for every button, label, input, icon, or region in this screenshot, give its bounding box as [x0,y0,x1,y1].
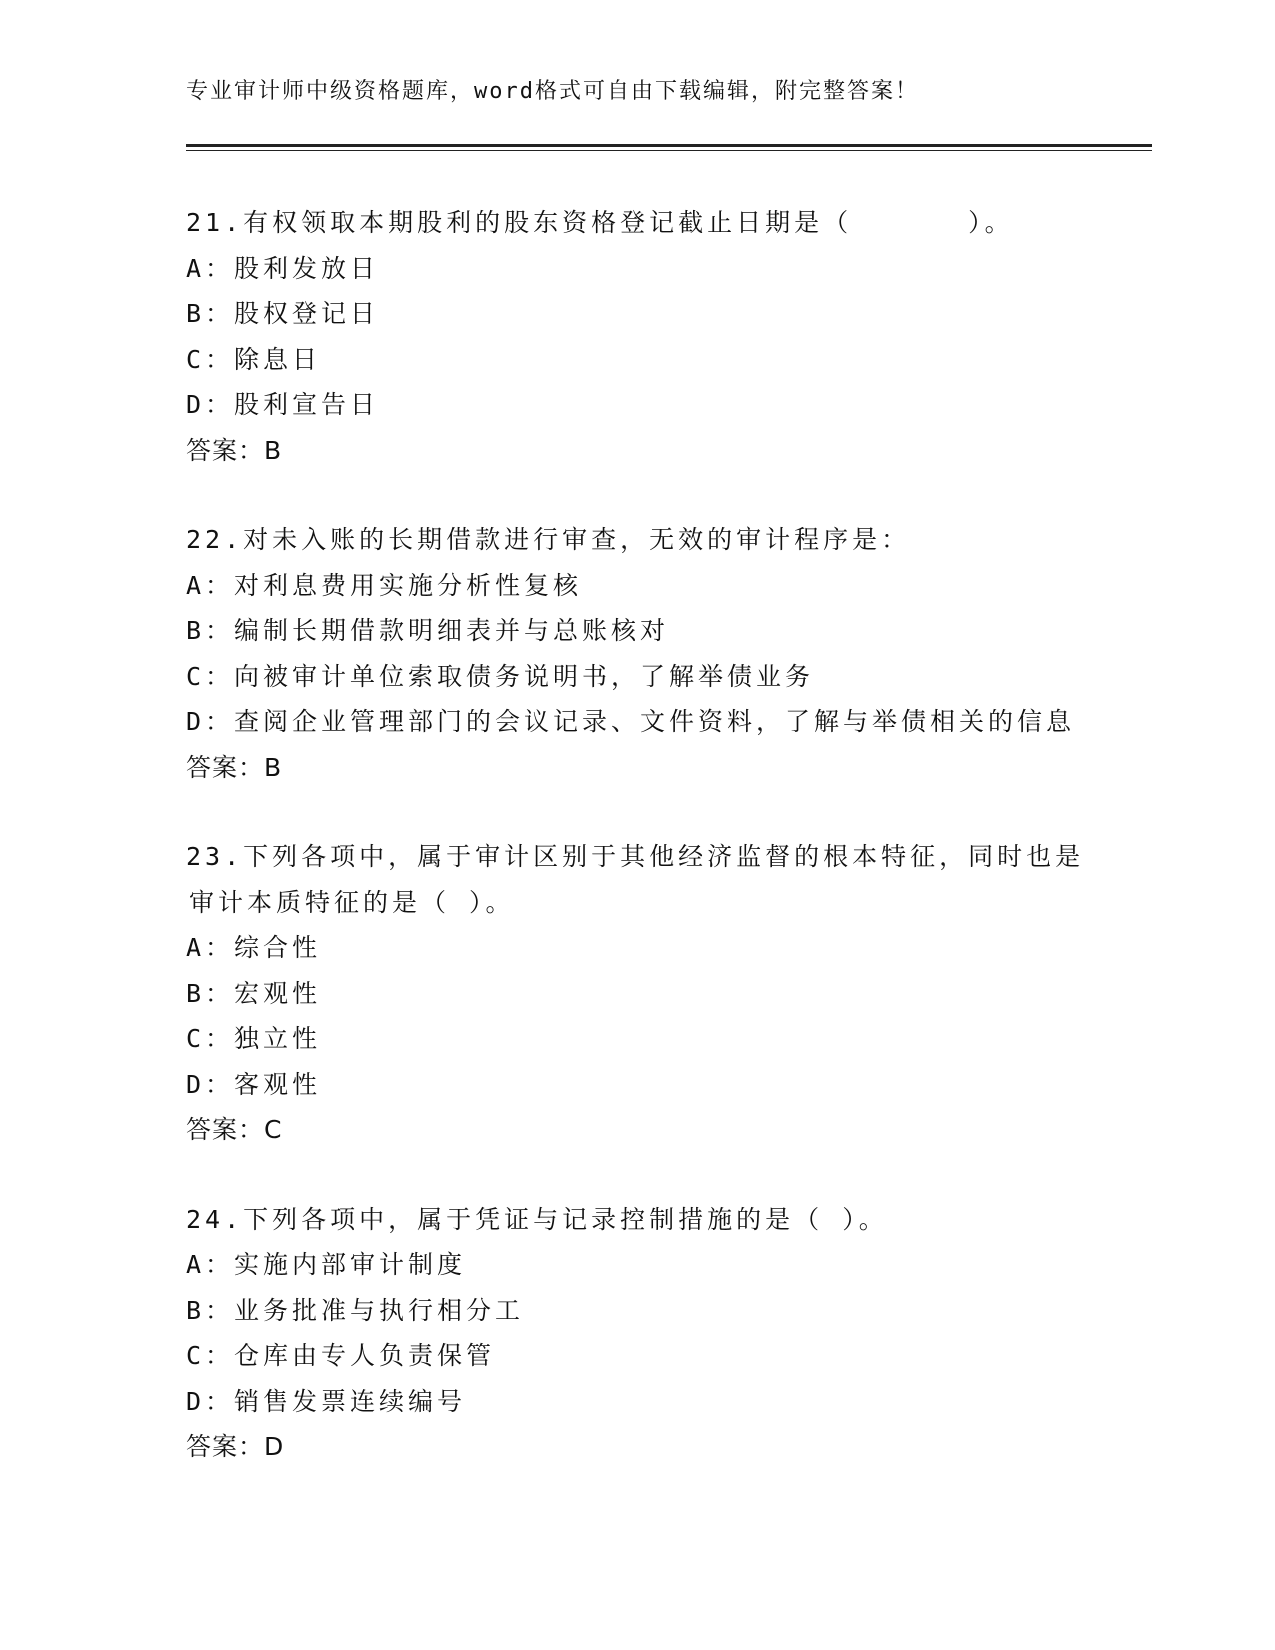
option-c: C：向被审计单位索取债务说明书，了解举债业务 [186,661,815,691]
answer-label: 答案：C [186,1115,283,1144]
question-stem: 23.下列各项中，属于审计区别于其他经济监督的根本特征，同时也是 [186,842,1085,871]
option-d: D：销售发票连续编号 [186,1386,467,1416]
question-23 [186,834,1086,1153]
option-d: D：查阅企业管理部门的会议记录、文件资料，了解与举债相关的信息 [186,707,1076,736]
option-c: C：除息日 [186,344,322,374]
question-24 [186,1197,1086,1470]
option-d: D：股利宣告日 [186,390,380,419]
answer-label: 答案：B [186,752,283,782]
question-21 [186,200,1086,473]
question-stem-continuation: 审计本质特征的是（ ）。 [189,887,515,917]
option-c: C：独立性 [186,1024,322,1053]
question-list [186,200,1086,1514]
option-a: A：综合性 [186,933,322,962]
question-22 [186,517,1086,790]
option-b: B：业务批准与执行相分工 [186,1295,525,1325]
page-header-text: 专业审计师中级资格题库，word格式可自由下载编辑，附完整答案！ [186,79,919,104]
option-a: A：股利发放日 [186,253,380,283]
answer-label: 答案：B [186,435,283,465]
option-a: A：实施内部审计制度 [186,1250,467,1279]
question-stem: 22.对未入账的长期借款进行审查，无效的审计程序是： [186,525,911,554]
option-b: B：编制长期借款明细表并与总账核对 [186,616,670,645]
question-stem: 21.有权领取本期股利的股东资格登记截止日期是（ ）。 [186,208,1014,237]
option-a: A：对利息费用实施分析性复核 [186,570,583,600]
option-b: B：股权登记日 [186,299,380,328]
option-b: B：宏观性 [186,978,322,1008]
question-stem: 24.下列各项中，属于凭证与记录控制措施的是（ ）。 [186,1204,888,1234]
header-divider [186,144,1152,147]
option-c: C：仓库由专人负责保管 [186,1341,496,1370]
option-d: D：客观性 [186,1069,322,1099]
answer-label: 答案：D [186,1432,285,1461]
